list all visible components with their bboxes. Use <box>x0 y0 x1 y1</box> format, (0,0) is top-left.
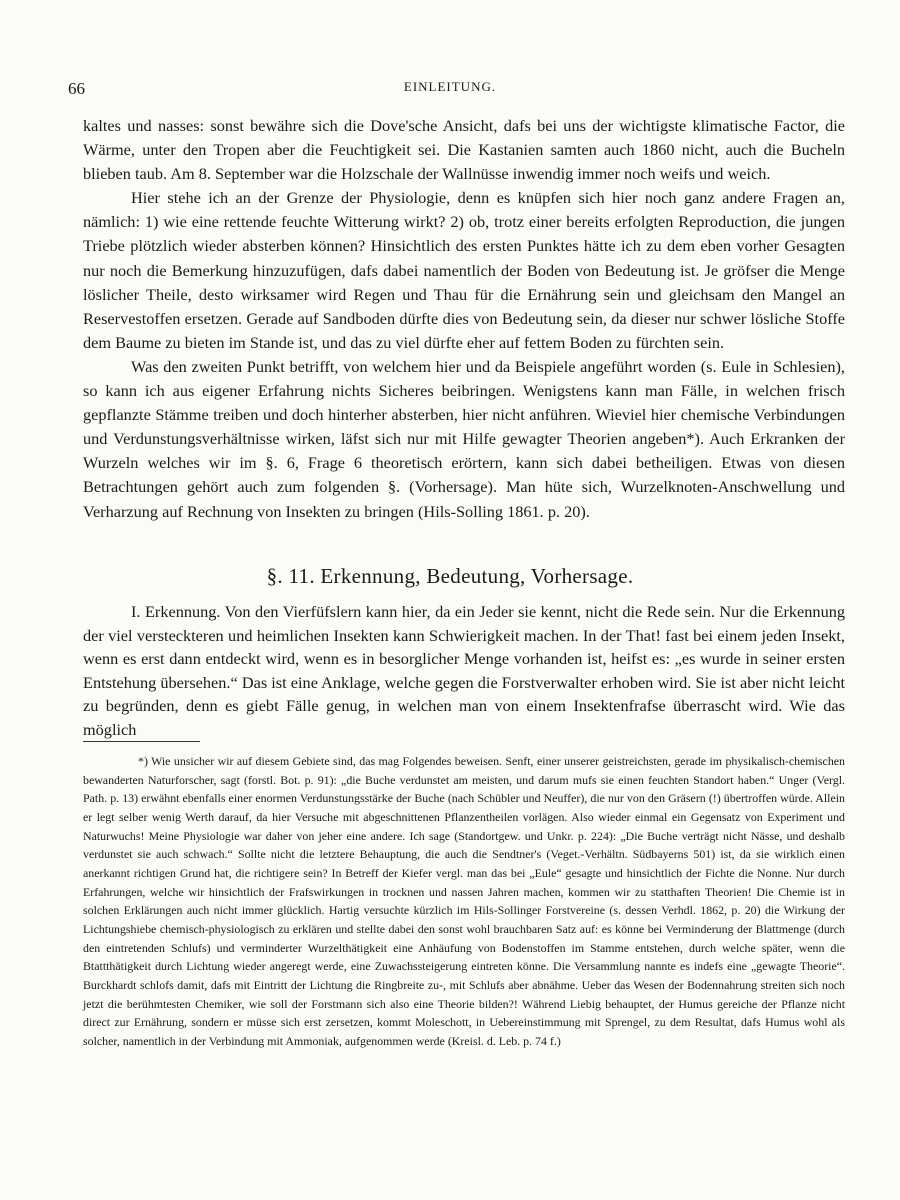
paragraph-erkennung: I. Erkennung. Von den Vierfüfslern kann hier, da ein Jeder sie kennt, nicht die Rede sein. Nur die Erkennung der viel versteckteren und heimlichen Insekten kann Schwierigkeit machen. In der That! fast bei einem jeden Insekt, wenn es erst dann entdeckt wird, wenn es in besorglicher Menge vorhanden ist, heifst es: „es wurde in seiner ersten Entstehung übersehen.“ Das ist eine Anklage, welche gegen die Forstverwalter erhoben wird. Sie ist aber nicht leicht zu begründen, denn es giebt Fälle genug, in welchen man von einem Insektenfrafse überrascht wird. Wie das möglich <box>83 602 845 739</box>
footnote-divider <box>83 741 200 742</box>
paragraph-physiologie: Hier stehe ich an der Grenze der Physiologie, denn es knüpfen sich hier noch ganz andere Fragen an, nämlich: 1) wie eine rettende feuchte Witterung wirkt? 2) ob, trotz einer bereits erfolgten Reproduction, die jungen Triebe plötzlich wieder absterben können? Hinsichtlich des ersten Punktes hätte ich zu dem eben vorher Gesagten nur noch die Bemerkung hinzuzufügen, dafs dabei namentlich der Boden von Bedeutung ist. Je gröfser die Menge löslicher Theile, desto wirksamer wird Regen und Thau für die Ernährung sein und gleichsam den Mangel an Reservestoffen ersetzen. Gerade auf Sandboden dürfte dies von Bedeutung sein, da dieser nur schwer lösliche Stoffe dem Baume zu bieten im Stande ist, und das zu viel dürfte eher auf fettem Boden zu fürchten sein. <box>83 188 845 352</box>
paragraph-zweiter-punkt: Was den zweiten Punkt betrifft, von welchem hier und da Beispiele angeführt worden (s. Eule in Schlesien), so kann ich aus eigener Erfahrung nichts Sicheres beibringen. Wenigstens kann man Fälle, in welchen frisch gepflanzte Stämme treiben und doch hinterher absterben, hier nicht anführen. Wieviel hier chemische Verbindungen und Verdunstungsverhältnisse wirken, läfst sich nur mit Hilfe gewagter Theorien angeben*). Auch Erkranken der Wurzeln welches wir im §. 6, Frage 6 theoretisch erörtern, kann sich dabei betheiligen. Etwas von diesen Betrachtungen gehört auch zum folgenden §. (Vorhersage). Man hüte sich, Wurzelknoten-Anschwellung und Verharzung auf Rechnung von Insekten zu bringen (Hils-Solling 1861. p. 20). <box>83 356 845 521</box>
main-text <box>83 114 845 524</box>
page-number: 66 <box>68 79 85 98</box>
paragraph-continuation: kaltes und nasses: sonst bewähre sich die Dove'sche Ansicht, dafs bei uns der wichtigste klimatische Factor, die Wärme, unter den Tropen aber die Feuchtigkeit sei. Die Kastanien samten auch 1860 nicht, auch die Bucheln blieben taub. Am 8. September war die Holzschale der Wallnüsse inwendig immer noch weifs und weich. <box>83 116 845 184</box>
running-title: EINLEITUNG. <box>403 79 497 94</box>
section-heading: §. 11. Erkennung, Bedeutung, Vorhersage. <box>266 564 634 588</box>
section-body <box>83 600 845 741</box>
footnote-text: *) Wie unsicher wir auf diesem Gebiete sind, das mag Folgendes beweisen. Senft, einer unserer geistreichsten, gerade im physikalisch-chemischen bewanderten Naturforscher, sagt (forstl. Bot. p. 91): „die Buche verdunstet am meisten, und darum mufs sie einen feuchten Standort haben.“ Unger (Vergl. Path. p. 13) erwähnt ebenfalls einer enormen Verdunstungsstärke der Buche (nach Schübler und Neuffer), die nur von den Gräsern (!) übertroffen würde. Allein er legt selber wenig Werth darauf, da hier Versuche mit abgeschnittenen Pflanzentheilen vorlägen. Also wieder einmal ein Gegensatz von Experiment und Naturwuchs! Meine Physiologie war daher von jeher eine andere. Ich sage (Standortgew. und Unkr. p. 224): „Die Buche verträgt nicht Nässe, und deshalb verdunstet sie auch schwach.“ Sollte nicht die letztere Behauptung, die auch die Sendtner's (Veget.-Verhältn. Südbayerns 501) ist, da sie wirklich einen anerkannt richtigen Grund hat, die richtigere sein? In Betreff der Kiefer vergl. man das bei „Eule“ gesagte und hinsichtlich der Fichte die Nonne. Nur durch Erfahrungen, welche wir hinsichtlich der Frafswirkungen in trocknen und nassen Jahren machen, kommen wir zu statthaften Theorien! Die Chemie ist in solchen Erklärungen auch nicht immer glücklich. Hartig versuchte kürzlich im Hils-Sollinger Forstvereine (s. dessen Verhdl. 1862, p. 20) die Wirkung der Lichtungshiebe chemisch-physiologisch zu erklären und stellte dabei den sonst wohl brauchbaren Satz auf: es könne bei Verminderung der Blattmenge (durch den eintretenden Schlufs) und verminderter Wurzelthätigkeit eine Anhäufung von Bodenstoffen im Stamme entstehen, durch welche später, wenn die Btattthätigkeit durch Lichtung wieder angeregt werde, eine Zuwachssteigerung eintreten könne. Die Versammlung nannte es indefs eine „gewagte Theorie“. Burckhardt schlofs damit, dafs mit Eintritt der Lichtung die Ringbreite zu-, mit Schlufs aber abnähme. Ueber das Wesen der Bodennahrung streiten sich noch jetzt die berühmtesten Chemiker, wie soll der Forstmann sich also eine Theorie bilden?! Während Liebig behauptet, der Humus gereiche der Pflanze nicht direct zur Ernährung, sondern er müsse sich erst zersetzen, kommt Moleschott, in Uebereinstimmung mit Sprengel, zu dem Resultat, dafs Humus wohl als solcher, namentlich in der Verbindung mit Ammoniak, aufgenommen werde (Kreisl. d. Leb. p. 74 f.) <box>83 754 845 1048</box>
footnote <box>83 752 845 1051</box>
